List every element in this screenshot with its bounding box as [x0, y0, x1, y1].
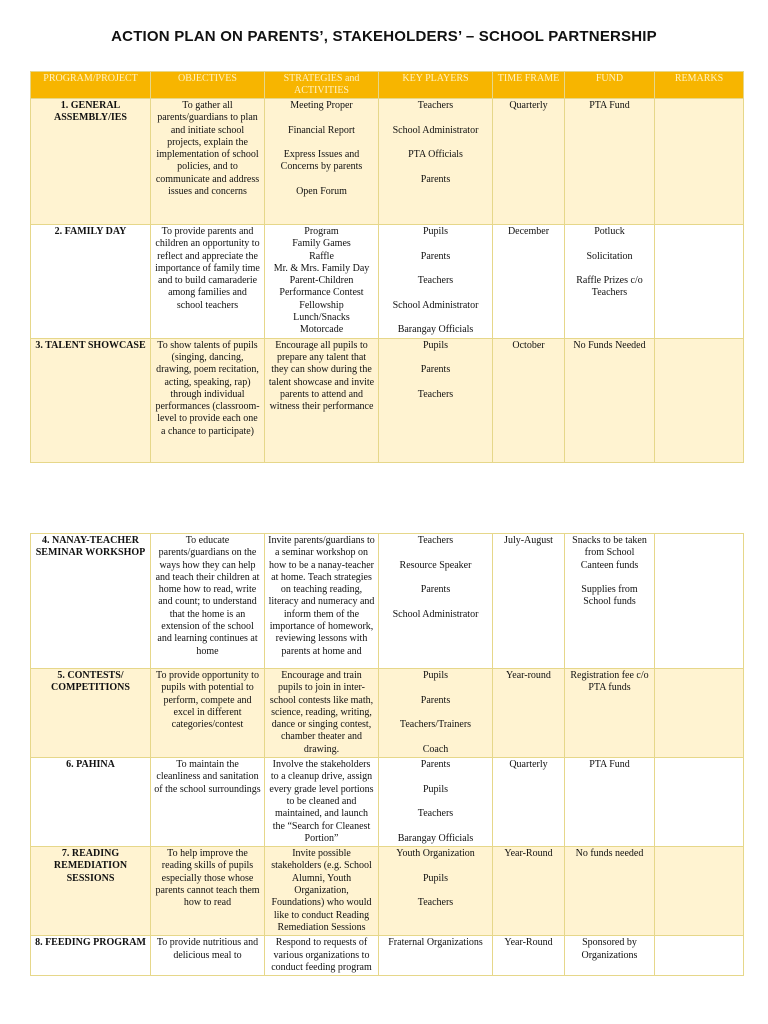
remarks-cell: [655, 758, 744, 847]
strategies-line: Invite parents/guardians to a seminar workshop on how to be a nanay-teacher at home. Teach strategies on teaching reading, literacy and numeracy and inform them of the importance of homework, reviewing lessons with parents at home and: [268, 535, 375, 657]
players-line: Teachers: [417, 388, 454, 400]
strategies-cell: [265, 669, 379, 758]
action-plan-table-part-1: [30, 71, 744, 463]
players-line: Coach: [422, 743, 449, 755]
players-line: [382, 885, 489, 897]
players-line: [382, 821, 489, 833]
objectives-line: To provide opportunity to pupils with potential to perform, compete and excel in different categories/contest: [156, 670, 259, 731]
players-line: Parents: [420, 694, 451, 706]
players-line: [382, 112, 489, 124]
objectives-line: To provide parents and children an opportunity to reflect and appreciate the importance of family time and to build camaraderie among families and school teachers: [155, 226, 260, 311]
fund-cell: [565, 847, 655, 936]
objectives-cell: [151, 534, 265, 669]
document-title: ACTION PLAN ON PARENTS’, STAKEHOLDERS’ – SCHOOL PARTNERSHIP: [111, 28, 657, 45]
table-header-row: [31, 72, 744, 99]
strategies-cell: [265, 534, 379, 669]
players-line: Teachers: [417, 808, 454, 820]
key-players-cell: [379, 99, 493, 225]
time-frame-cell: Year-Round: [493, 936, 565, 976]
players-line: [382, 287, 489, 299]
program-cell: 8. FEEDING PROGRAM: [31, 936, 151, 976]
fund-line: Raffle Prizes c/o Teachers: [576, 275, 643, 299]
strategies-line: Open Forum: [296, 186, 347, 198]
fund-cell: [565, 99, 655, 225]
players-line: Teachers: [417, 897, 454, 909]
players-line: [382, 161, 489, 173]
objectives-cell: [151, 936, 265, 976]
fund-line: Solicitation: [586, 250, 633, 262]
key-players-cell: [379, 338, 493, 462]
players-line: School Administrator: [392, 124, 479, 136]
players-line: Pupils: [422, 872, 448, 884]
players-line: [382, 312, 489, 324]
players-line: Youth Organization: [396, 848, 475, 860]
players-line: [382, 860, 489, 872]
players-line: [382, 238, 489, 250]
program-cell: 6. PAHINA: [31, 758, 151, 847]
strategies-line: Financial Report: [288, 124, 355, 136]
header-program: PROGRAM/PROJECT: [31, 72, 151, 99]
table-row: [31, 99, 744, 225]
strategies-line: Fellowship: [299, 299, 344, 311]
header-fund: FUND: [565, 72, 655, 99]
players-line: Pupils: [422, 226, 448, 237]
players-line: Parents: [420, 250, 451, 262]
players-line: Fraternal Organizations: [388, 937, 483, 949]
time-frame-cell: Quarterly: [493, 758, 565, 847]
table-row: [31, 669, 744, 758]
time-frame-cell: October: [493, 338, 565, 462]
strategies-cell: [265, 338, 379, 462]
players-line: [382, 572, 489, 584]
fund-line: Registration fee c/o PTA funds: [570, 670, 649, 694]
remarks-cell: [655, 99, 744, 225]
key-players-cell: [379, 669, 493, 758]
remarks-cell: [655, 936, 744, 976]
strategies-line: Raffle: [309, 250, 334, 262]
fund-line: No Funds Needed: [573, 339, 646, 351]
strategies-line: Respond to requests of various organizations to conduct feeding program: [271, 937, 372, 973]
strategies-line: Encourage all pupils to prepare any talent that they can show during the talent showcase and invite parents to attend and witness their performance: [268, 339, 375, 413]
action-plan-table-part-2: [30, 533, 744, 976]
players-line: [382, 352, 489, 364]
players-line: Parents: [420, 173, 451, 185]
fund-line: Supplies from School funds: [581, 584, 638, 608]
time-frame-cell: Year-round: [493, 669, 565, 758]
fund-line: PTA Fund: [589, 100, 630, 111]
remarks-cell: [655, 847, 744, 936]
players-line: Parents: [420, 759, 451, 771]
time-frame-cell: December: [493, 225, 565, 339]
strategies-line: Encourage and train pupils to join in inter-school contests like math, science, reading, writing, dance or singing contest, chamber theater and drawing.: [269, 670, 374, 755]
players-line: Parents: [420, 364, 451, 376]
fund-line: [568, 572, 651, 584]
objectives-cell: [151, 225, 265, 339]
players-line: [382, 796, 489, 808]
objectives-cell: [151, 99, 265, 225]
objectives-line: To gather all parents/guardians to plan and initiate school projects, explain the implementation of school policies, and to communicate and address issues and concerns: [155, 100, 260, 198]
table-row: [31, 338, 744, 462]
fund-line: [568, 238, 651, 250]
strategies-cell: [265, 847, 379, 936]
table-row: [31, 225, 744, 339]
header-remarks: REMARKS: [655, 72, 744, 99]
fund-cell: [565, 534, 655, 669]
objectives-line: To educate parents/guardians on the ways how they can help and teach their children at home how to read, write and count; to understand that the home is an extension of the school and learning continues at home: [155, 535, 260, 657]
time-frame-cell: July-August: [493, 534, 565, 669]
players-line: [382, 596, 489, 608]
strategies-line: [268, 137, 375, 149]
fund-cell: [565, 225, 655, 339]
time-frame-cell: Quarterly: [493, 99, 565, 225]
fund-line: Sponsored by Organizations: [581, 937, 638, 961]
time-frame-cell: Year-Round: [493, 847, 565, 936]
strategies-line: Program: [304, 226, 339, 237]
players-line: Pupils: [422, 670, 448, 681]
program-cell: 3. TALENT SHOWCASE: [31, 338, 151, 462]
fund-cell: [565, 758, 655, 847]
key-players-cell: [379, 758, 493, 847]
players-line: [382, 707, 489, 719]
fund-line: Snacks to be taken from School Canteen funds: [572, 535, 647, 571]
objectives-line: To maintain the cleanliness and sanitation of the school surroundings: [154, 759, 261, 795]
players-line: [382, 263, 489, 275]
program-cell: 7. READING REMEDIATION SESSIONS: [31, 847, 151, 936]
strategies-line: Lunch/Snacks: [293, 312, 350, 324]
players-line: Teachers: [417, 100, 454, 111]
remarks-cell: [655, 534, 744, 669]
strategies-cell: [265, 758, 379, 847]
objectives-cell: [151, 669, 265, 758]
strategies-cell: [265, 225, 379, 339]
strategies-line: [268, 112, 375, 124]
strategies-line: Motorcade: [299, 324, 344, 336]
header-key-players: KEY PLAYERS: [379, 72, 493, 99]
key-players-cell: [379, 847, 493, 936]
players-line: Teachers: [417, 535, 454, 546]
table-row: [31, 534, 744, 669]
players-line: [382, 377, 489, 389]
players-line: Resource Speaker: [399, 559, 472, 571]
program-cell: 2. FAMILY DAY: [31, 225, 151, 339]
objectives-cell: [151, 338, 265, 462]
strategies-line: Parent-Children Performance Contest: [279, 275, 364, 299]
strategies-line: Meeting Proper: [290, 100, 353, 111]
objectives-line: To help improve the reading skills of pupils especially those whose parents cannot teach them how to read: [155, 848, 260, 909]
key-players-cell: [379, 534, 493, 669]
players-line: [382, 682, 489, 694]
objectives-cell: [151, 758, 265, 847]
players-line: Teachers: [417, 275, 454, 287]
objectives-line: To show talents of pupils (singing, dancing, drawing, poem recitation, acting, speaking, rap) through individual performances (classroom-level to provide each one a chance to participate): [155, 339, 260, 437]
table-row: [31, 936, 744, 976]
program-cell: 5. CONTESTS/ COMPETITIONS: [31, 669, 151, 758]
strategies-line: Involve the stakeholders to a cleanup drive, assign every grade level portions to be cleaned and maintained, and launch the “Search for Cleanest Portion”: [269, 759, 374, 844]
header-strategies: STRATEGIES and ACTIVITIES: [265, 72, 379, 99]
players-line: Pupils: [422, 783, 448, 795]
strategies-cell: [265, 99, 379, 225]
fund-line: No funds needed: [575, 848, 644, 860]
players-line: [382, 137, 489, 149]
fund-line: [568, 263, 651, 275]
players-line: PTA Officials: [408, 149, 463, 161]
players-line: School Administrator: [392, 608, 479, 620]
strategies-line: Family Games: [292, 238, 351, 250]
key-players-cell: [379, 936, 493, 976]
players-line: [382, 547, 489, 559]
remarks-cell: [655, 669, 744, 758]
fund-line: PTA Fund: [589, 759, 630, 771]
players-line: Teachers/Trainers: [399, 719, 472, 731]
program-cell: 4. NANAY-TEACHER SEMINAR WORKSHOP: [31, 534, 151, 669]
players-line: Barangay Officials: [397, 324, 474, 336]
fund-cell: [565, 338, 655, 462]
strategies-line: Invite possible stakeholders (e.g. School Alumni, Youth Organization, Foundations) who would like to conduct Reading Remediation Sessions: [271, 848, 372, 933]
header-objectives: OBJECTIVES: [151, 72, 265, 99]
players-line: Parents: [420, 584, 451, 596]
remarks-cell: [655, 225, 744, 339]
players-line: Barangay Officials: [397, 832, 474, 844]
strategies-line: Express Issues and Concerns by parents: [280, 149, 363, 173]
players-line: [382, 731, 489, 743]
table-row: [31, 758, 744, 847]
fund-cell: [565, 936, 655, 976]
strategies-line: Mr. & Mrs. Family Day: [273, 262, 370, 274]
objectives-cell: [151, 847, 265, 936]
strategies-line: [268, 174, 375, 186]
strategies-cell: [265, 936, 379, 976]
table-row: [31, 847, 744, 936]
fund-cell: [565, 669, 655, 758]
key-players-cell: [379, 225, 493, 339]
header-time-frame: TIME FRAME: [493, 72, 565, 99]
players-line: School Administrator: [392, 299, 479, 311]
program-cell: 1. GENERAL ASSEMBLY/IES: [31, 99, 151, 225]
players-line: Pupils: [422, 339, 448, 351]
objectives-line: To provide nutritious and delicious meal to: [156, 937, 259, 961]
remarks-cell: [655, 338, 744, 462]
fund-line: Potluck: [594, 226, 625, 237]
players-line: [382, 771, 489, 783]
